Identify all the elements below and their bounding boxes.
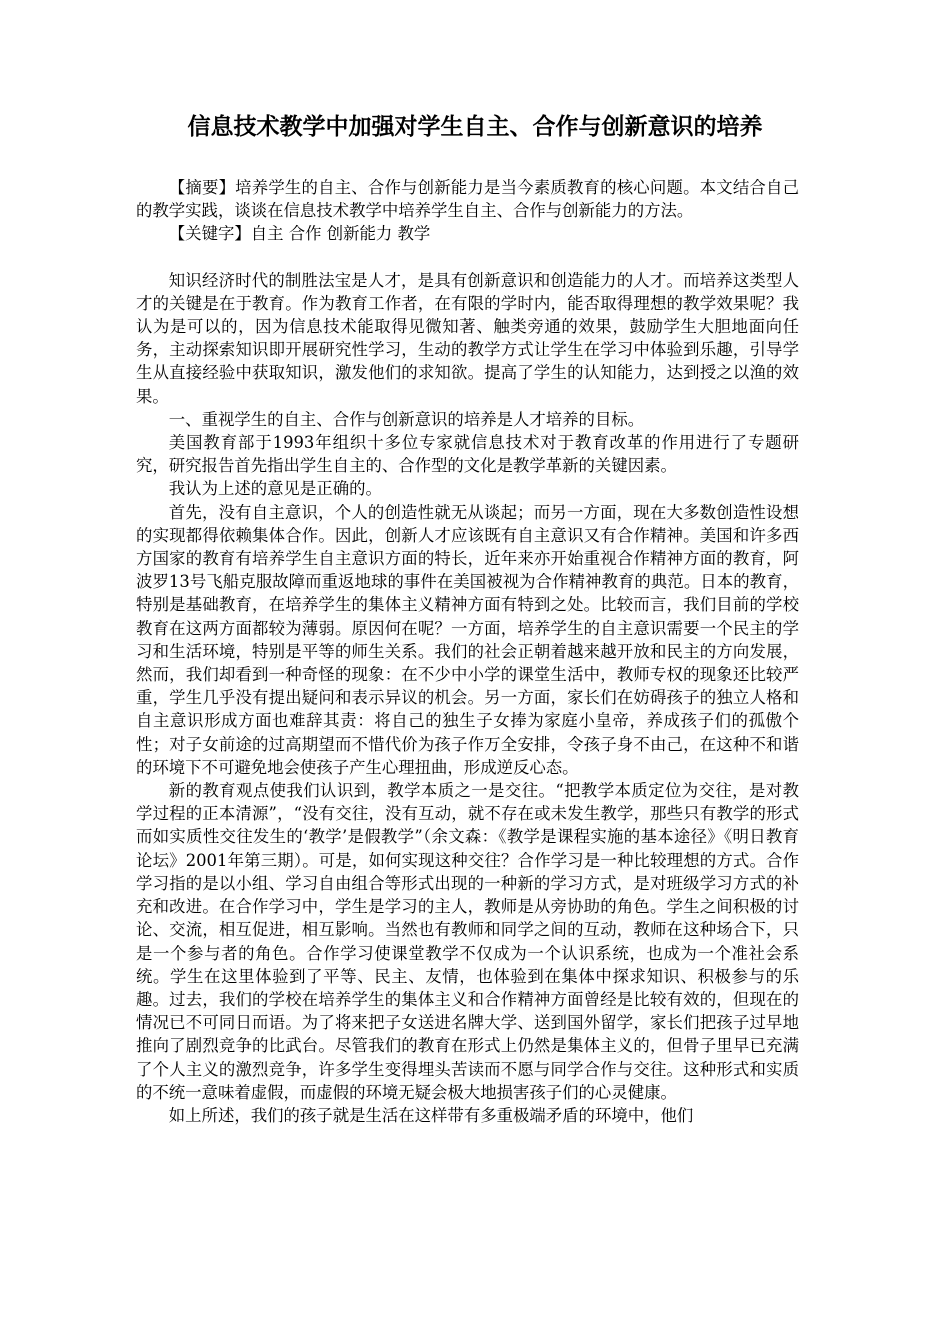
body-paragraph: 知识经济时代的制胜法宝是人才，是具有创新意识和创造能力的人才。而培养这类型人才的关键是在于教育。作为教育工作者，在有限的学时内，能否取得理想的教学效果呢？我认为是可以的，因为信息技术能取得见微知著、触类旁通的效果，鼓励学生大胆地面向任务，主动探索知识即开展研究性学习，生动的教学方式让学生在学习中体验到乐趣，引导学生从直接经验中获取知识，激发他们的求知欲。提高了学生的认知能力，达到授之以渔的效果。 [136,270,799,406]
body-paragraph: 我认为上述的意见是正确的。 [168,479,382,499]
body-paragraph: 新的教育观点使我们认识到，教学本质之一是交往。“把教学本质定位为交往，是对教学过程的正本清源”，“没有交往，没有互动，就不存在或未发生教学，那些只有教学的形式而如实质性交往发生的‘教学’是假教学”（余文森：《教学是课程实施的基本途径》《明日教育论坛》2001年第三期）。可是，如何实现这种交往？合作学习是一种比较理想的方式。合作学习指的是以小组、学习自由组合等形式出现的一种新的学习方式，是对班级学习方式的补充和改进。在合作学习中，学生是学习的主人，教师是从旁协助的角色。学生之间积极的讨论、交流，相互促进，相互影响。当然也有教师和同学之间的互动，教师在这种场合下，只是一个参与者的角色。合作学习使课堂教学不仅成为一个认识系统，也成为一个准社会系统。学生在这里体验到了平等、民主、友情，也体验到在集体中探求知识、积极参与的乐趣。过去，我们的学校在培养学生的集体主义和合作精神方面曾经是比较有效的，但现在的情况已不可同日而语。为了将来把子女送进名牌大学、送到国外留学，家长们把孩子过早地推向了剧烈竞争的比武台。尽管我们的教育在形式上仍然是集体主义的，但骨子里早已充满了个人主义的激烈竞争，许多学生变得埋头苦读而不愿与同学合作与交往。这种形式和实质的不统一意味着虚假，而虚假的环境无疑会极大地损害孩子们的心灵健康。 [136,781,799,1102]
section-heading: 一、重视学生的自主、合作与创新意识的培养是人才培养的目标。 [168,409,645,429]
document-body [136,176,799,1127]
keywords-paragraph: 【关键字】自主 合作 创新能力 教学 [168,224,431,244]
body-paragraph: 美国教育部于1993年组织十多位专家就信息技术对于教育改革的作用进行了专题研究，研究报告首先指出学生自主的、合作型的文化是教学革新的关键因素。 [136,433,799,476]
body-paragraph: 首先，没有自主意识，个人的创造性就无从谈起；而另一方面，现在大多数创造性设想的实现都得依赖集体合作。因此，创新人才应该既有自主意识又有合作精神。美国和许多西方国家的教育有培养学生自主意识方面的特长，近年来亦开始重视合作精神方面的教育，阿波罗13号飞船克服故障而重返地球的事件在美国被视为合作精神教育的典范。日本的教育，特别是基础教育，在培养学生的集体主义精神方面有特到之处。比较而言，我们目前的学校教育在这两方面都较为薄弱。原因何在呢？一方面，培养学生的自主意识需要一个民主的学习和生活环境，特别是平等的师生关系。我们的社会正朝着越来越开放和民主的方向发展，然而，我们却看到一种奇怪的现象：在不少中小学的课堂生活中，教师专权的现象还比较严重，学生几乎没有提出疑问和表示异议的机会。另一方面，家长们在妨碍孩子的独立人格和自主意识形成方面也难辞其责：将自己的独生子女捧为家庭小皇帝，养成孩子们的孤傲个性；对子女前途的过高期望而不惜代价为孩子作万全安排，令孩子身不由己，在这种不和谐的环境下不可避免地会使孩子产生心理扭曲，形成逆反心态。 [136,502,799,777]
body-paragraph: 如上所述，我们的孩子就是生活在这样带有多重极端矛盾的环境中，他们 [168,1105,694,1125]
document-title: 信息技术教学中加强对学生自主、合作与创新意识的培养 [187,114,763,140]
abstract-paragraph: 【摘要】培养学生的自主、合作与创新能力是当今素质教育的核心问题。本文结合自己的教学实践，谈谈在信息技术教学中培养学生自主、合作与创新能力的方法。 [136,178,799,221]
